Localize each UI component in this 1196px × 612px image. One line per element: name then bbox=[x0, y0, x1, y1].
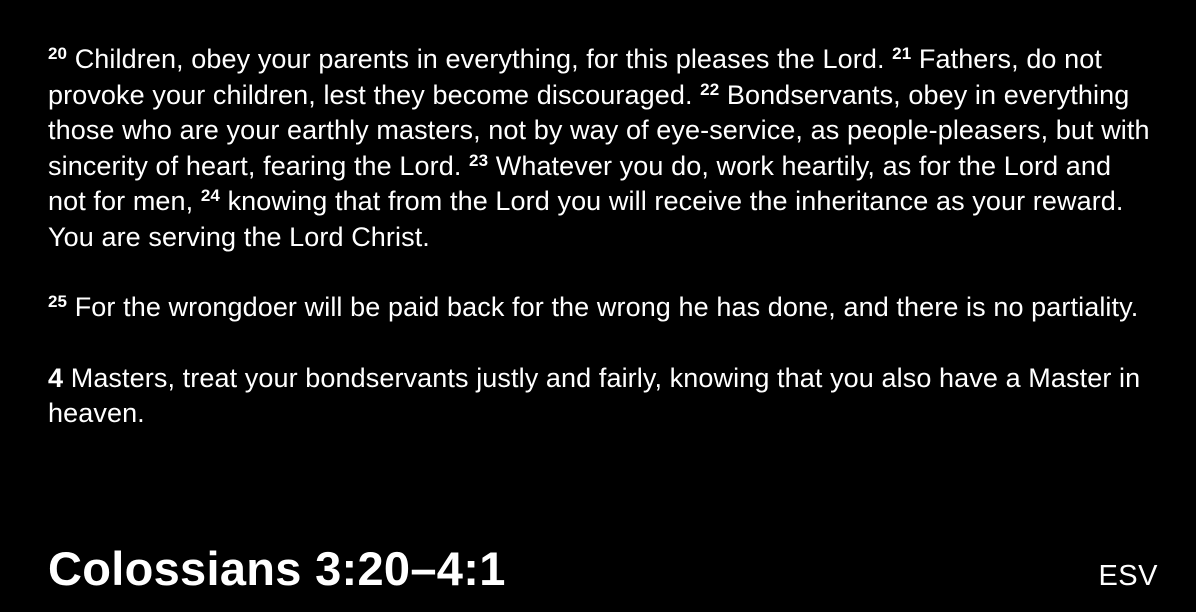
verse-text: knowing that from the Lord you will receive the inheritance as your reward. You are serving the Lord Christ. bbox=[48, 186, 1124, 252]
verse-paragraph bbox=[48, 290, 1152, 326]
verse-number: 25 bbox=[48, 292, 68, 311]
footer bbox=[48, 541, 1158, 596]
verse-text-block bbox=[48, 42, 1152, 467]
verse-text: Masters, treat your bondservants justly and fairly, knowing that you also have a Master in heaven. bbox=[48, 362, 1141, 428]
verse-number: 20 bbox=[48, 44, 68, 63]
verse-number: 21 bbox=[892, 44, 912, 63]
verse-text: Children, obey your parents in everything, for this pleases the Lord. bbox=[67, 44, 893, 74]
verse-number: 24 bbox=[200, 186, 220, 205]
translation-abbreviation: ESV bbox=[1098, 560, 1158, 592]
verse-number: 23 bbox=[469, 150, 489, 170]
verse-text: Fathers, do not provoke your children, lest they become discouraged. bbox=[48, 44, 1102, 110]
chapter-number: 4 bbox=[48, 362, 64, 393]
verse-paragraph bbox=[48, 361, 1152, 432]
verse-paragraph bbox=[48, 42, 1152, 255]
verse-text: Bondservants, obey in everything those who are your earthly masters, not by way of eye-service, as people-pleasers, but with sincerity of heart, fearing the Lord. bbox=[48, 79, 1150, 181]
passage-reference: Colossians 3:20–4:1 bbox=[48, 542, 506, 595]
verse-number: 22 bbox=[700, 79, 720, 99]
verse-text: For the wrongdoer will be paid back for the wrong he has done, and there is no partiality. bbox=[67, 292, 1139, 322]
verse-text: Whatever you do, work heartily, as for the Lord and not for men, bbox=[48, 150, 1112, 216]
